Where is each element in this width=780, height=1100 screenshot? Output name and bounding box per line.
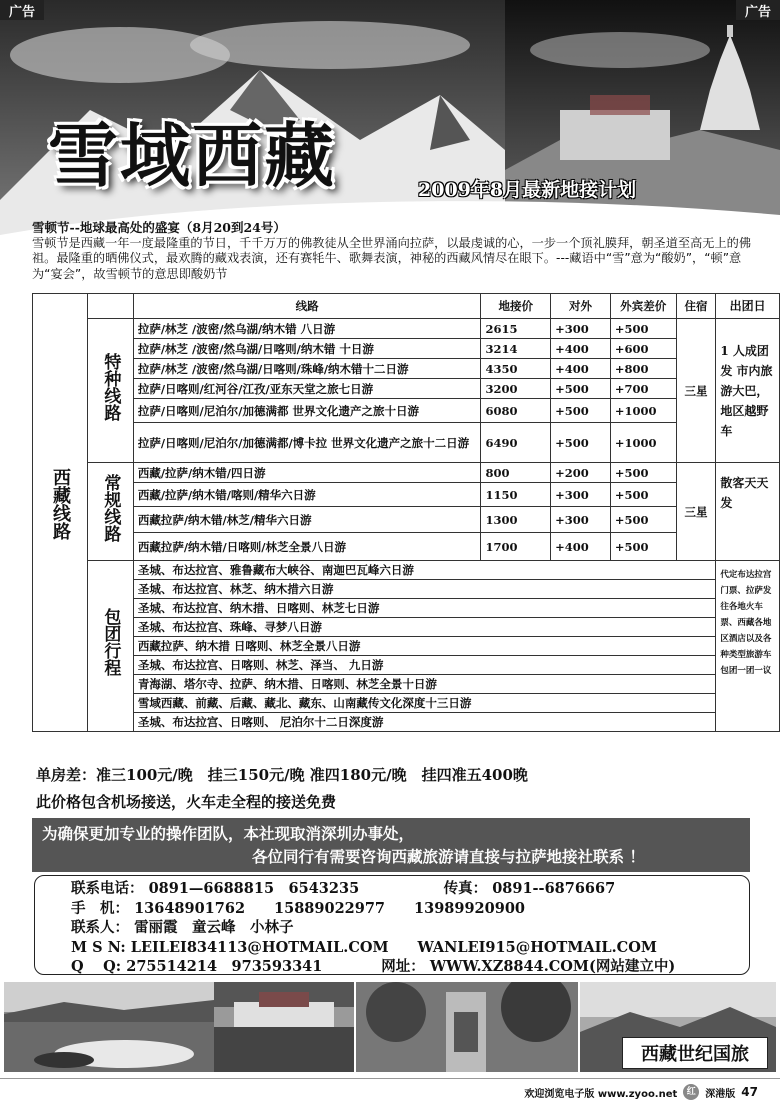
table-row: 拉萨/日喀则/尼泊尔/加德满都/博卡拉 世界文化遗产之旅十二日游 6490 +500 +1000: [33, 423, 780, 463]
table-row: 圣城、布达拉宫、日喀则、林芝、泽当、 九日游: [33, 656, 780, 675]
table-row: 青海湖、塔尔寺、拉萨、纳木措、日喀则、林芝全景十日游: [33, 675, 780, 694]
category-regular: 常规线路: [88, 463, 134, 561]
depart-regular: 散客天天发: [716, 463, 780, 561]
header-external: 对外: [551, 294, 611, 319]
temple-photo: [356, 982, 578, 1072]
table-header-row: [33, 294, 780, 319]
table-row: 圣城、布达拉宫、纳木措、日喀则、林芝七日游: [33, 599, 780, 618]
region-label: [33, 294, 88, 732]
table-row: 西藏拉萨/纳木错/林芝/精华六日游 1300 +300 +500: [33, 507, 780, 533]
mobile-value: 13648901762 15889022977 13989920900: [134, 899, 526, 917]
route-price-table: [32, 293, 780, 732]
charter-note: 代定布达拉宫门票、拉萨发往各地火车票、西藏各地区酒店以及各种类型旅游车包团一团一议: [716, 561, 780, 732]
table-row: 西藏拉萨、纳木措 日喀则、林芝全景八日游: [33, 637, 780, 656]
page-footer: [0, 1078, 780, 1100]
notice-line-1: 为确保更加专业的操作团队，本社现取消深圳办事处，: [42, 824, 415, 843]
table-row: 拉萨/日喀则/红河谷/江孜/亚东天堂之旅七日游 3200 +500 +700: [33, 379, 780, 399]
contact-msn-row: [71, 938, 749, 958]
phone-label: 联系电话：: [71, 880, 144, 897]
notice-line-2: 各位同行有需要咨询西藏旅游请直接与拉萨地接社联系 ！: [252, 847, 645, 866]
footer-text: 欢迎浏览电子版 www.zyoo.net: [524, 1088, 678, 1100]
table-row: 圣城、布达拉宫、林芝、纳木措六日游: [33, 580, 780, 599]
contact-mobile-row: [71, 899, 749, 919]
fax-value: 0891--6876667: [492, 880, 616, 897]
header-depart: 出团日: [716, 294, 780, 319]
table-row: 雪域西藏、前藏、后藏、藏北、藏东、山南藏传文化深度十三日游: [33, 694, 780, 713]
table-row: 拉萨/日喀则/尼泊尔/加德满都 世界文化遗产之旅十日游 6080 +500 +1000: [33, 399, 780, 423]
ad-label-left: 广告: [0, 0, 44, 20]
contact-person-row: [71, 918, 749, 938]
region-text: 西藏线路: [50, 467, 71, 540]
contact-qq-row: [71, 957, 749, 977]
qq-value: 275514214 973593341: [126, 958, 323, 975]
festival-title: 雪顿节--地球最高处的盛宴（8月20到24号）: [32, 220, 286, 235]
contact-phone-row: [71, 879, 749, 899]
web-label: 网址：: [381, 958, 425, 975]
footer-edition: 深港版: [705, 1088, 736, 1100]
magazine-logo-icon: 红: [683, 1084, 699, 1100]
page-title: 雪域西藏: [48, 114, 336, 197]
category-charter: 包团行程: [88, 561, 134, 732]
table-row: 圣城、布达拉宫、珠峰、寻梦八日游: [33, 618, 780, 637]
person-label: 联系人：: [71, 919, 129, 936]
header-route: 线路: [133, 294, 481, 319]
table-row: 拉萨/林芝 /波密/然乌湖/日喀则/纳木错 十日游 3214 +400 +600: [33, 339, 780, 359]
ad-label-right: 广告: [736, 0, 780, 20]
table-row: 西藏/拉萨/纳木错/喀则/精华六日游 1150 +300 +500: [33, 483, 780, 507]
msn-value: LEILEI834113@HOTMAIL.COM WANLEI915@HOTMAIL.COM: [130, 938, 657, 956]
table-row: 圣城、布达拉宫、日喀则、 尼泊尔十二日深度游: [33, 713, 780, 732]
qq-label: Q Q:: [71, 958, 122, 975]
notice-banner: [32, 818, 750, 872]
brand-name: 西藏世纪国旅: [622, 1037, 768, 1069]
person-value: 雷丽霞 童云峰 小林子: [134, 919, 294, 936]
table-row: 包团行程 圣城、布达拉宫、雅鲁藏布大峡谷、南迦巴瓦峰六日游 代定布达拉宫门票、拉萨发往各地火车票、西藏各地区酒店以及各种类型旅游车包团一团一议: [33, 561, 780, 580]
table-row: 特种线路 拉萨/林芝 /波密/然乌湖/纳木错 八日游 2615 +300 +500 三星 1 人成团发 市内旅游大巴，地区越野车: [33, 319, 780, 339]
transfer-note: 此价格包含机场接送，火车走全程的接送免费: [36, 793, 337, 811]
page-subtitle: 2009年8月最新地接计划: [418, 179, 637, 201]
contact-box: [34, 875, 750, 975]
table-row: 拉萨/林芝 /波密/然乌湖/日喀则/珠峰/纳木错十二日游 4350 +400 +800: [33, 359, 780, 379]
fax-label: 传真：: [443, 880, 488, 897]
stay-regular: 三星: [676, 463, 716, 561]
single-room-supplement: 单房差：准三100元/晚 挂三150元/晚 准四180元/晚 挂四准五400晚: [36, 766, 528, 784]
category-special: 特种线路: [88, 319, 134, 463]
depart-special: 1 人成团发 市内旅游大巴，地区越野车: [716, 319, 780, 463]
header-diff: 外宾差价: [610, 294, 676, 319]
festival-text: 雪顿节是西藏一年一度最隆重的节日，千千万万的佛教徒从全世界涌向拉萨，以最虔诚的心，一步一个顶礼膜拜，朝圣道至高无上的佛祖。最隆重的晒佛仪式，最欢腾的藏戏表演，还有赛牦牛、歌舞表演，神秘的西藏风情尽在眼下。---藏语中“雪”意为“酸奶”，“顿”意为“宴会”，故雪顿节的意思即酸奶节: [32, 235, 752, 281]
lake-photo: [4, 982, 214, 1072]
table-row: 西藏拉萨/纳木错/日喀则/林芝全景八日游 1700 +400 +500: [33, 533, 780, 561]
stay-special: 三星: [676, 319, 716, 463]
header-price: 地接价: [481, 294, 551, 319]
footer-content: [524, 1084, 758, 1100]
phone-value: 0891—6688815 6543235: [148, 880, 360, 897]
mobile-label: 手 机：: [71, 899, 129, 917]
festival-intro: [32, 220, 762, 282]
page-number: 47: [741, 1085, 758, 1099]
msn-label: M S N:: [71, 938, 126, 956]
palace-photo: [214, 982, 354, 1072]
header-stay: 住宿: [676, 294, 716, 319]
table-row: 常规线路 西藏/拉萨/纳木错/四日游 800 +200 +500 三星 散客天天发: [33, 463, 780, 483]
web-value: WWW.XZ8844.COM(网站建立中): [429, 958, 676, 975]
